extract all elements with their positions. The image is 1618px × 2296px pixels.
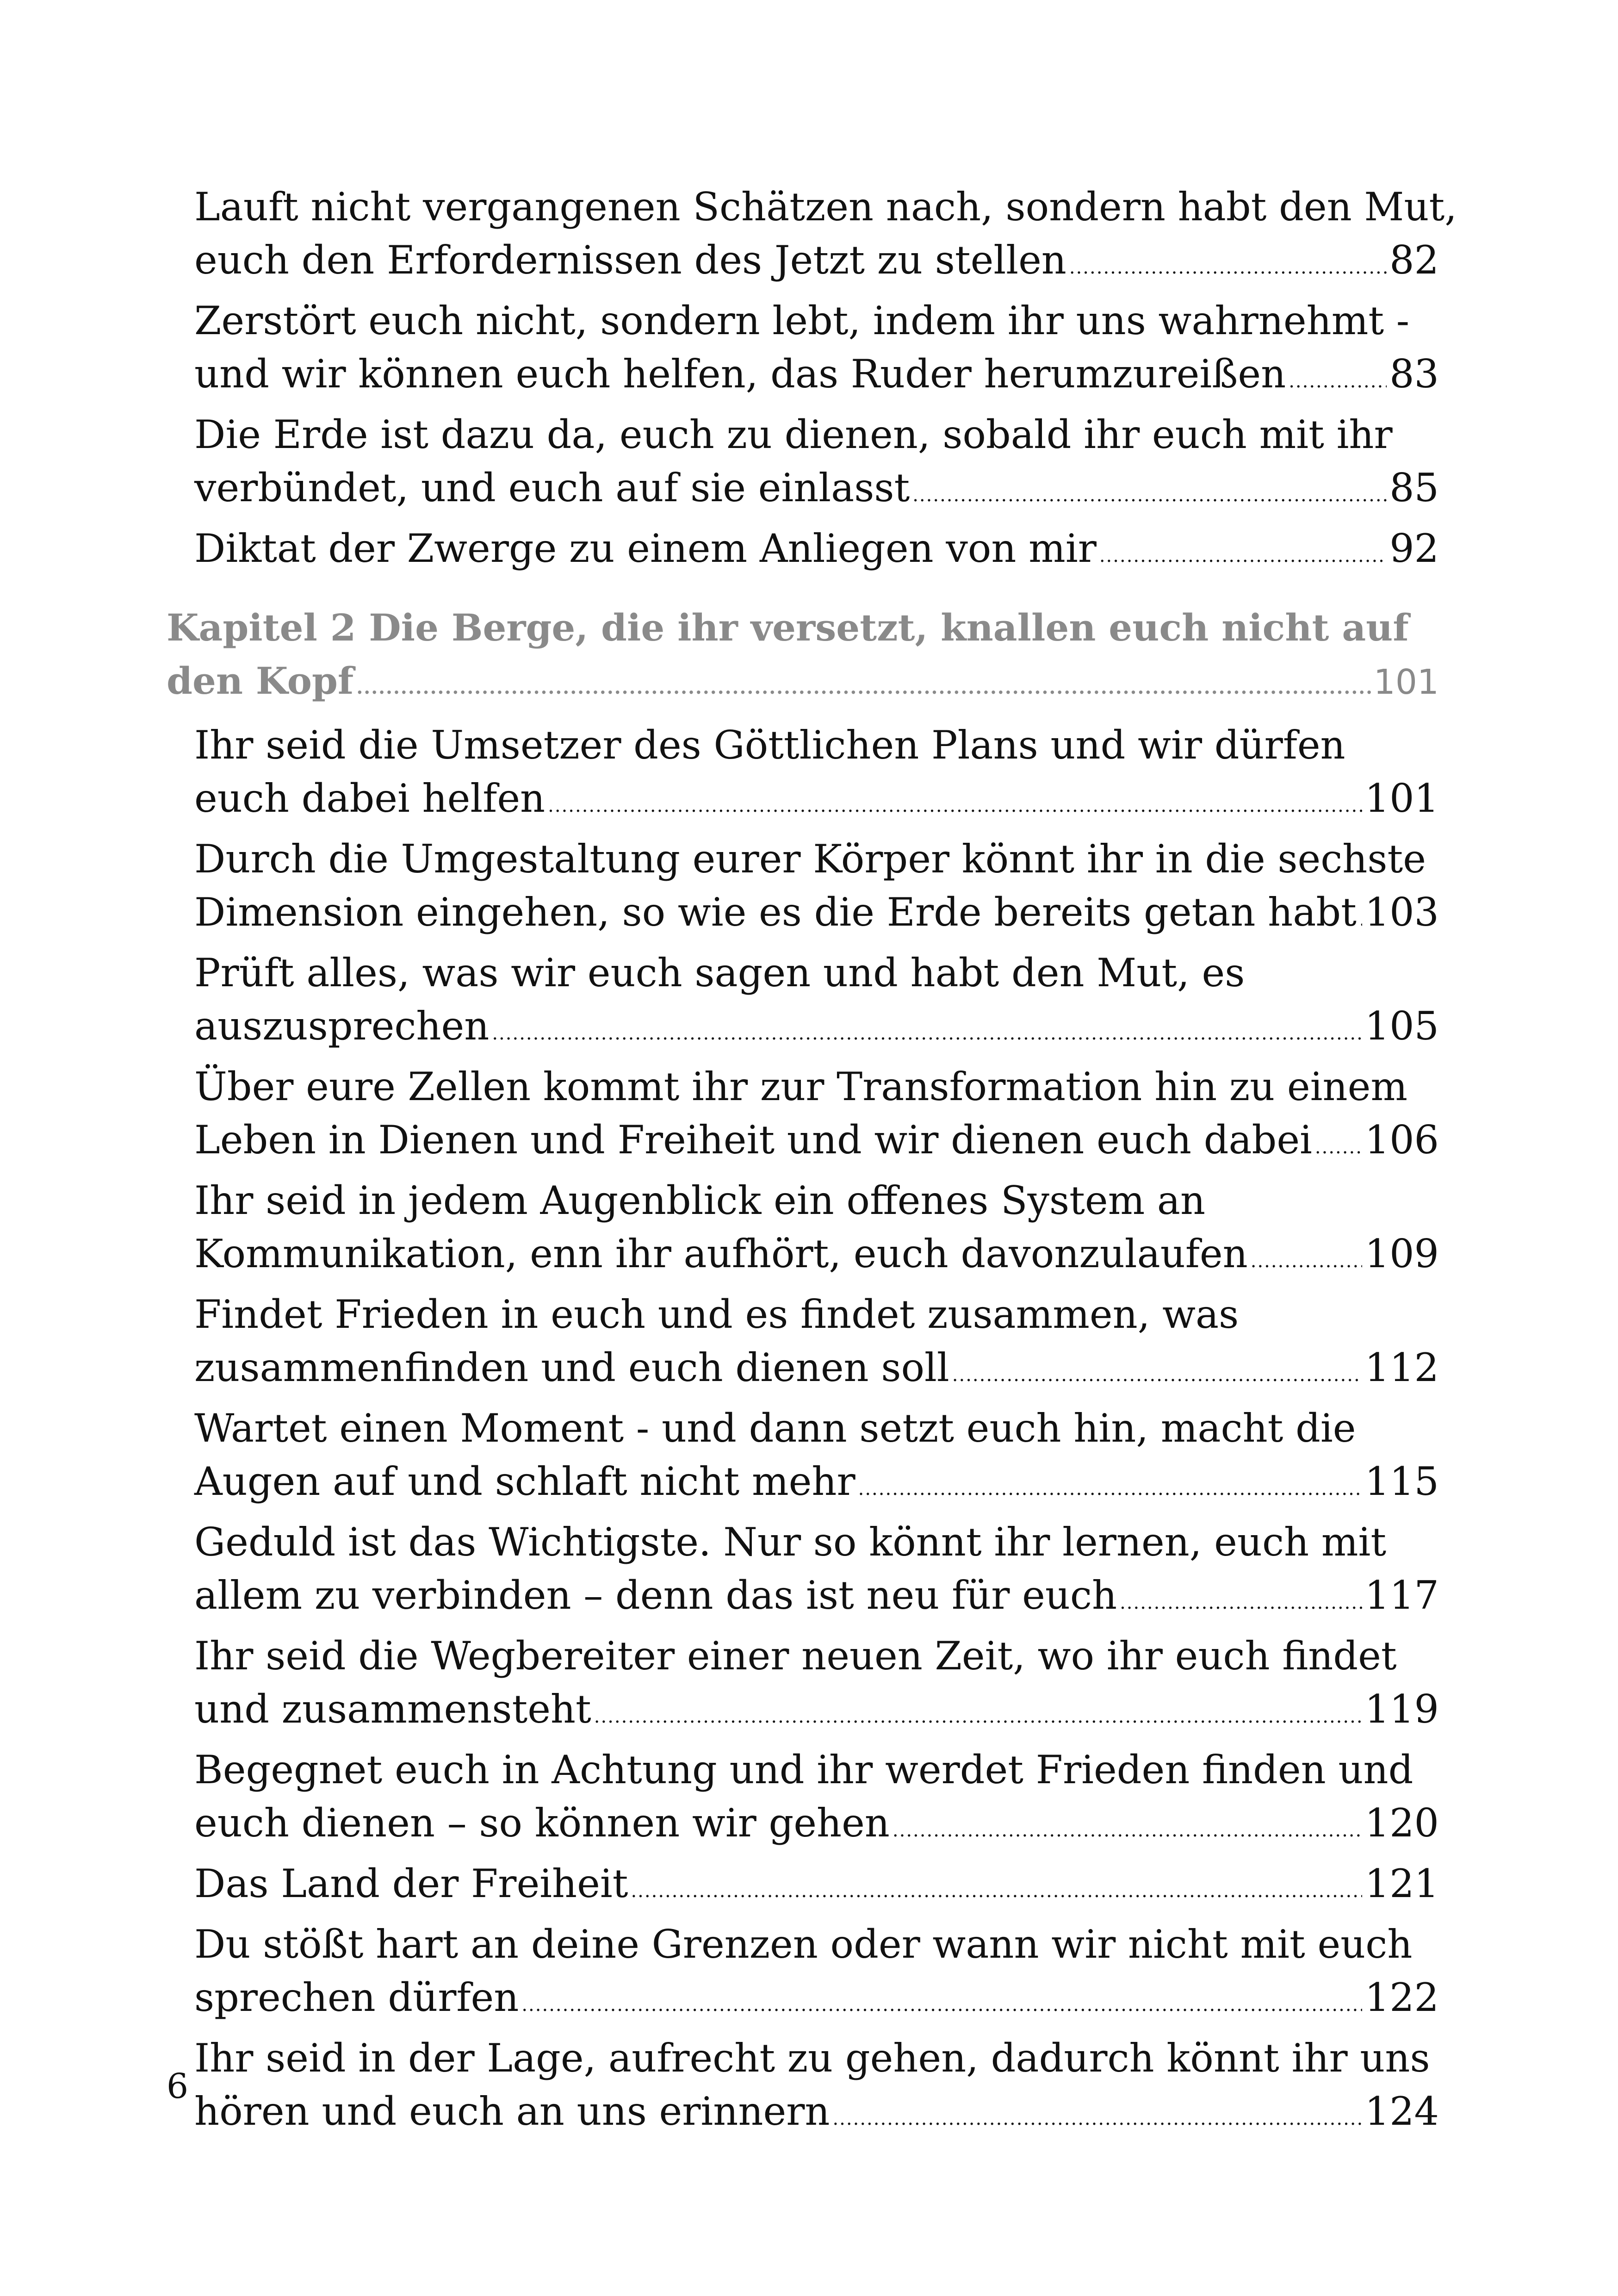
toc-page-number: 121 bbox=[1364, 1861, 1439, 1906]
toc-entry bbox=[167, 522, 1439, 583]
toc-entry-line bbox=[194, 1402, 1439, 1455]
dot-leader bbox=[492, 1007, 1362, 1060]
toc-entry-line bbox=[194, 461, 1439, 522]
toc-entry-title-text: Lauft nicht vergangenen Schätzen nach, sondern habt den Mut, bbox=[194, 184, 1457, 230]
toc-entry-title-text: Begegnet euch in Achtung und ihr werdet Frieden finden und bbox=[194, 1747, 1413, 1792]
toc-entry-line bbox=[194, 1743, 1439, 1797]
dot-leader bbox=[1289, 355, 1387, 408]
toc-page-number: 109 bbox=[1364, 1231, 1439, 1276]
toc-entry-title-text: Prüft alles, was wir euch sagen und habt den Mut, es bbox=[194, 950, 1245, 996]
dot-leader bbox=[594, 1690, 1362, 1743]
dot-leader bbox=[832, 2092, 1362, 2146]
table-of-contents bbox=[167, 180, 1457, 2146]
toc-entry-line bbox=[194, 833, 1439, 886]
toc-entry-line bbox=[194, 1000, 1439, 1060]
toc-entry-line bbox=[194, 348, 1439, 408]
toc-page-number: 106 bbox=[1364, 1117, 1439, 1163]
toc-entry-line bbox=[194, 1060, 1439, 1114]
toc-entry-line bbox=[194, 1857, 1439, 1918]
toc-entry-line bbox=[194, 234, 1439, 294]
toc-entry-title-text: Dimension eingehen, so wie es die Erde bereits getan habt bbox=[194, 890, 1357, 935]
toc-entry-title-text: Diktat der Zwerge zu einem Anliegen von mir bbox=[194, 526, 1097, 571]
chapter-heading-text bbox=[167, 601, 1439, 714]
toc-page-number: 83 bbox=[1389, 351, 1439, 397]
toc-entry-line bbox=[194, 1288, 1439, 1341]
toc-entry-title-text: und wir können euch helfen, das Ruder herumzureißen bbox=[194, 351, 1286, 397]
toc-entry-line bbox=[194, 2085, 1439, 2146]
toc-entry-line bbox=[194, 886, 1439, 946]
toc-entry-line bbox=[194, 1797, 1439, 1857]
dot-leader bbox=[1099, 529, 1387, 583]
toc-entry-line bbox=[194, 522, 1439, 583]
toc-entry bbox=[167, 180, 1457, 294]
toc-entries-before-chapter bbox=[167, 180, 1457, 583]
dot-leader bbox=[548, 779, 1362, 833]
toc-entry-title-text: Geduld ist das Wichtigste. Nur so könnt ihr lernen, euch mit bbox=[194, 1519, 1387, 1565]
toc-entry-title-text: euch den Erfordernissen des Jetzt zu stellen bbox=[194, 237, 1066, 283]
toc-entry-title-text: euch dienen – so können wir gehen bbox=[194, 1800, 890, 1846]
toc-entry-title-text: Augen auf und schlaft nicht mehr bbox=[194, 1459, 855, 1504]
toc-entry-line bbox=[194, 408, 1439, 461]
toc-entry-line bbox=[194, 772, 1439, 833]
toc-entry-title-text: sprechen dürfen bbox=[194, 1975, 519, 2020]
dot-leader bbox=[858, 1462, 1362, 1516]
dot-leader bbox=[1251, 1235, 1362, 1288]
page-number: 6 bbox=[167, 2066, 189, 2106]
toc-entry-title-text: zusammenfinden und euch dienen soll bbox=[194, 1345, 949, 1390]
dot-leader bbox=[1315, 1121, 1362, 1174]
toc-entry-title-text: Leben in Dienen und Freiheit und wir dienen euch dabei bbox=[194, 1117, 1312, 1163]
toc-entry-line bbox=[194, 1114, 1439, 1174]
toc-entry bbox=[167, 1288, 1439, 1402]
toc-entry-line bbox=[194, 1971, 1439, 2032]
toc-entry bbox=[167, 1516, 1439, 1630]
toc-entry-line bbox=[194, 1683, 1439, 1743]
toc-entry bbox=[167, 1402, 1439, 1516]
toc-page-number: 103 bbox=[1364, 890, 1439, 935]
toc-page-number: 112 bbox=[1364, 1345, 1439, 1390]
toc-entry-title-text: Ihr seid die Umsetzer des Göttlichen Plans und wir dürfen bbox=[194, 722, 1345, 768]
toc-page-number: 101 bbox=[1373, 662, 1439, 702]
toc-entry-line bbox=[194, 1630, 1439, 1683]
chapter-heading bbox=[167, 601, 1439, 714]
toc-entry-line bbox=[167, 654, 1439, 714]
toc-entry-title-text: Zerstört euch nicht, sondern lebt, indem ihr uns wahrnehmt - bbox=[194, 298, 1410, 343]
toc-entry-line bbox=[194, 1341, 1439, 1402]
dot-leader bbox=[356, 661, 1370, 714]
toc-entry-title-text: Ihr seid die Wegbereiter einer neuen Zeit, wo ihr euch findet bbox=[194, 1633, 1397, 1679]
toc-entry-title-text: Ihr seid in der Lage, aufrecht zu gehen, dadurch könnt ihr uns bbox=[194, 2035, 1430, 2081]
toc-entry-title-text: auszusprechen bbox=[194, 1003, 490, 1049]
toc-entry-title-text: Ihr seid in jedem Augenblick ein offenes System an bbox=[194, 1178, 1206, 1223]
toc-page-number: 105 bbox=[1364, 1003, 1439, 1049]
dot-leader bbox=[1359, 893, 1362, 946]
toc-entry-title-text: Findet Frieden in euch und es findet zusammen, was bbox=[194, 1292, 1239, 1337]
toc-page-number: 119 bbox=[1364, 1686, 1439, 1732]
toc-entry bbox=[167, 1743, 1439, 1857]
toc-entry-title-text: Die Erde ist dazu da, euch zu dienen, sobald ihr euch mit ihr bbox=[194, 412, 1393, 457]
toc-entry-line bbox=[194, 294, 1439, 348]
toc-entry-title-text: und zusammensteht bbox=[194, 1686, 591, 1732]
toc-entries-chapter-2 bbox=[167, 719, 1439, 2146]
toc-entry-line bbox=[194, 1516, 1439, 1569]
toc-entry-title-text: allem zu verbinden – denn das ist neu für euch bbox=[194, 1573, 1117, 1618]
toc-entry bbox=[167, 1174, 1439, 1288]
toc-entry bbox=[167, 1857, 1439, 1918]
toc-entry bbox=[167, 833, 1439, 946]
toc-entry bbox=[167, 1060, 1439, 1174]
dot-leader bbox=[631, 1865, 1362, 1918]
toc-page-number: 122 bbox=[1364, 1975, 1439, 2020]
toc-entry-line bbox=[194, 1569, 1439, 1630]
toc-entry-line bbox=[194, 1455, 1439, 1516]
toc-entry-title-text: den Kopf bbox=[167, 659, 354, 703]
toc-entry-line bbox=[194, 1174, 1439, 1227]
toc-entry-title-text: euch dabei helfen bbox=[194, 776, 546, 821]
toc-page-number: 82 bbox=[1389, 237, 1439, 283]
toc-page-number: 115 bbox=[1364, 1459, 1439, 1504]
toc-entry-title-text: Durch die Umgestaltung eurer Körper könnt ihr in die sechste bbox=[194, 836, 1426, 882]
toc-entry bbox=[167, 719, 1439, 833]
toc-entry-title-text: Über eure Zellen kommt ihr zur Transformation hin zu einem bbox=[194, 1064, 1407, 1109]
toc-entry bbox=[167, 2032, 1439, 2146]
toc-entry bbox=[167, 1918, 1439, 2032]
dot-leader bbox=[952, 1349, 1362, 1402]
toc-entry-title-text: Das Land der Freiheit bbox=[194, 1861, 628, 1906]
dot-leader bbox=[1120, 1576, 1362, 1630]
toc-entry-line bbox=[167, 601, 1439, 654]
toc-entry-line bbox=[194, 946, 1439, 1000]
toc-entry-line bbox=[194, 180, 1457, 234]
dot-leader bbox=[1069, 241, 1387, 294]
toc-page-number: 92 bbox=[1389, 526, 1439, 571]
toc-entry-title-text: Wartet einen Moment - und dann setzt euch hin, macht die bbox=[194, 1406, 1356, 1451]
toc-page-number: 117 bbox=[1364, 1573, 1439, 1618]
toc-entry-line bbox=[194, 2032, 1439, 2085]
toc-entry-line bbox=[194, 1918, 1439, 1971]
toc-page-number: 120 bbox=[1364, 1800, 1439, 1846]
dot-leader bbox=[912, 469, 1387, 522]
toc-entry-title-text: Kommunikation, enn ihr aufhört, euch davonzulaufen bbox=[194, 1231, 1248, 1276]
toc-entry-title-text: Kapitel 2 Die Berge, die ihr versetzt, knallen euch nicht auf bbox=[167, 606, 1409, 649]
toc-entry bbox=[167, 946, 1439, 1060]
toc-entry-line bbox=[194, 1227, 1439, 1288]
toc-entry bbox=[167, 294, 1439, 408]
toc-page-number: 85 bbox=[1389, 465, 1439, 510]
toc-entry-title-text: verbündet, und euch auf sie einlasst bbox=[194, 465, 910, 510]
toc-entry-title-text: Du stößt hart an deine Grenzen oder wann wir nicht mit euch bbox=[194, 1922, 1413, 1967]
toc-entry bbox=[167, 1630, 1439, 1743]
dot-leader bbox=[893, 1804, 1362, 1857]
toc-entry-title-text: hören und euch an uns erinnern bbox=[194, 2089, 830, 2134]
toc-page-number: 101 bbox=[1364, 776, 1439, 821]
toc-page-number: 124 bbox=[1364, 2089, 1439, 2134]
toc-entry bbox=[167, 408, 1439, 522]
toc-entry-line bbox=[194, 719, 1439, 772]
dot-leader bbox=[521, 1979, 1362, 2032]
